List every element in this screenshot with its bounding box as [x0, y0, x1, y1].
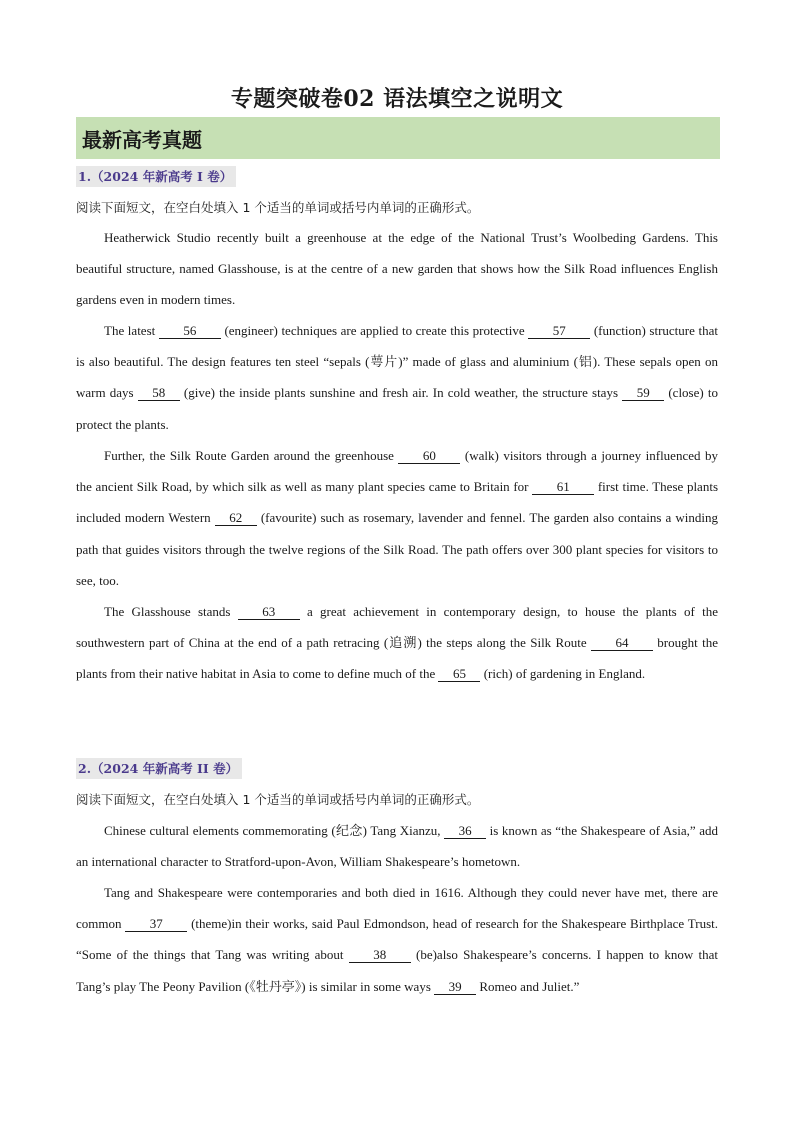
- question-2-paragraph-2: Tang and Shakespeare were contemporaries and both died in 1616. Although they could never have met, there are common 37 (theme)in their works, said Paul Edmondson, head of research for the Shakespeare Birthplace Trust. “Some of the things that Tang was writing about 38 (be)also Shakespeare’s concerns. I happen to know that Tang’s play The Peony Pavilion (《牡丹亭》) is similar in some ways 39 Romeo and Juliet.”: [76, 885, 718, 994]
- blank-37: 37: [125, 917, 187, 932]
- blank-57: 57: [528, 324, 590, 339]
- question-1-paragraph-4: The Glasshouse stands 63 a great achievement in contemporary design, to house the plants of the southwestern part of China at the end of a path retracing (追溯) the steps along the Silk Route 64 brought the plants from their native habitat in Asia to come to define much of the 65 (rich) of gardening in England.: [76, 604, 718, 682]
- blank-56: 56: [159, 324, 221, 339]
- blank-59: 59: [622, 386, 664, 401]
- question-2-paragraph-1: Chinese cultural elements commemorating (纪念) Tang Xianzu, 36 is known as “the Shakespeare of Asia,” add an international character to Stratford-upon-Avon, William Shakespeare’s hometown.: [76, 823, 718, 870]
- blank-38: 38: [349, 948, 411, 963]
- question-2-instruction: 阅读下面短文，在空白处填入 1 个适当的单词或括号内单词的正确形式。: [76, 792, 480, 807]
- question-1-paragraph-2: The latest 56 (engineer) techniques are applied to create this protective 57 (function) structure that is also beautiful. The design features ten steel “sepals (萼片)” made of glass and aluminium (铝). These sepals open on warm days 58 (give) the inside plants sunshine and fresh air. In cold weather, the structure stays 59 (close) to protect the plants.: [76, 323, 718, 432]
- blank-39: 39: [434, 980, 476, 995]
- blank-36: 36: [444, 824, 486, 839]
- blank-61: 61: [532, 480, 594, 495]
- section-banner-label: 最新高考真题: [82, 128, 202, 152]
- question-2-label: 2.（2024 年新高考 II 卷）: [76, 758, 242, 779]
- blank-62: 62: [215, 511, 257, 526]
- blank-65: 65: [438, 667, 480, 682]
- blank-58: 58: [138, 386, 180, 401]
- question-1-paragraph-1: Heatherwick Studio recently built a greenhouse at the edge of the National Trust’s Woolbeding Gardens. This beautiful structure, named Glasshouse, is at the centre of a new garden that shows how the Silk Road influences English gardens even in modern times.: [76, 230, 718, 308]
- section-banner: [76, 117, 720, 159]
- blank-60: 60: [398, 449, 460, 464]
- page-title: 专题突破卷02 语法填空之说明文: [230, 86, 564, 112]
- question-1-paragraph-3: Further, the Silk Route Garden around the greenhouse 60 (walk) visitors through a journey influenced by the ancient Silk Road, by which silk as well as many plant species came to Britain for 61 first time. These plants included modern Western 62 (favourite) such as rosemary, lavender and fennel. The garden also contains a winding path that guides visitors through the twelve regions of the Silk Road. The path offers over 300 plant species for visitors to see, too.: [76, 448, 719, 588]
- question-1-label: 1.（2024 年新高考 I 卷）: [76, 166, 236, 187]
- blank-64: 64: [591, 636, 653, 651]
- question-1-instruction: 阅读下面短文，在空白处填入 1 个适当的单词或括号内单词的正确形式。: [76, 200, 480, 215]
- blank-63: 63: [238, 605, 300, 620]
